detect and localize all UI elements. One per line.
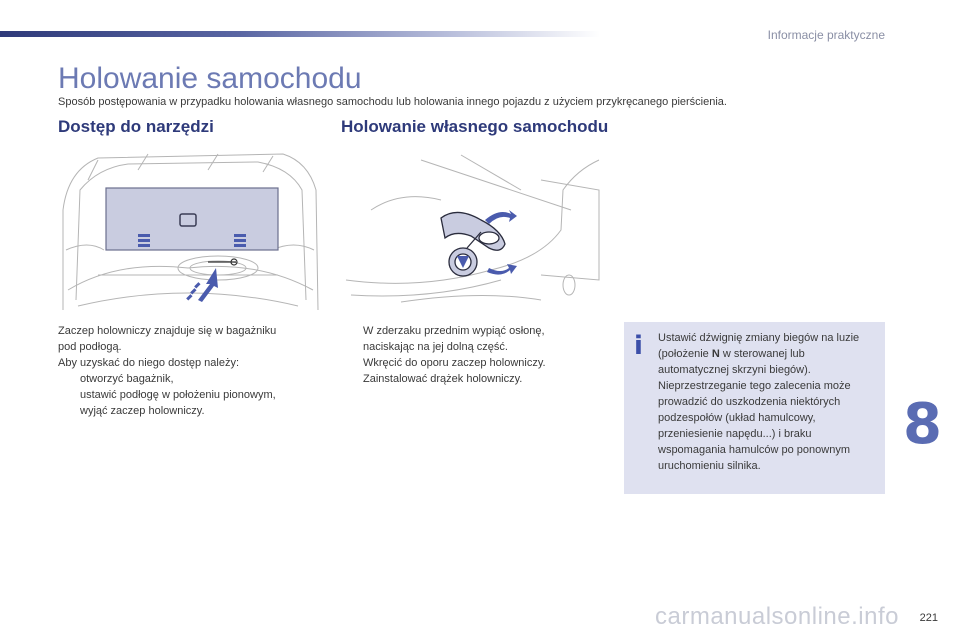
page-number: 221: [919, 612, 938, 624]
intro-line: pod podłogą.: [58, 341, 122, 353]
list-item: [341, 371, 591, 387]
list-item: [58, 403, 318, 419]
list-item-text: Zainstalować drążek holowniczy.: [363, 373, 523, 385]
info-icon: i: [634, 331, 643, 361]
watermark: carmanualsonline.info: [655, 603, 899, 630]
intro-line: Zaczep holowniczy znajduje się w bagażniku: [58, 325, 277, 337]
list-item-text: Wkręcić do oporu zaczep holowniczy.: [363, 357, 546, 369]
right-instructions: [341, 323, 591, 387]
list-item-text: W zderzaku przednim wypiąć osłonę, naciskając na jej dolną część.: [363, 325, 545, 353]
header-bar: [0, 31, 600, 37]
left-instructions: [58, 323, 318, 419]
section-name: Informacje praktyczne: [767, 28, 885, 42]
towing-eye-illustration: [341, 150, 601, 312]
list-item: [58, 371, 318, 387]
page-subtitle: Sposób postępowania w przypadku holowania własnego samochodu lub holowania innego pojazdu z użyciem przykręcanego pierścienia.: [58, 96, 727, 108]
info-text-part: Ustawić dźwignię zmiany biegów na luzie (położenie: [658, 332, 860, 360]
heading-tool-access: Dostęp do narzędzi: [58, 117, 214, 136]
chapter-number: 8: [903, 392, 942, 457]
page-title: Holowanie samochodu: [58, 62, 362, 95]
list-item-text: ustawić podłogę w położeniu pionowym,: [80, 389, 276, 401]
trunk-illustration: [58, 150, 320, 312]
intro-line: Aby uzyskać do niego dostęp należy:: [58, 357, 240, 369]
heading-towing-own-car: Holowanie własnego samochodu: [341, 117, 609, 136]
list-item: [341, 323, 591, 355]
list-item-text: wyjąć zaczep holowniczy.: [80, 405, 205, 417]
info-text-bold: N: [711, 348, 720, 360]
list-item: [58, 387, 318, 403]
list-item-text: otworzyć bagażnik,: [80, 373, 174, 385]
towing-eye-drawing: [341, 150, 601, 312]
info-text-part: w sterowanej lub automatycznej skrzyni biegów). Nieprzestrzeganie tego zalecenia może prowadzić do uszkodzenia niektórych podzespołów (układ hamulcowy, przeniesienie napędu...) i braku wspomagania hamulców po ponownym uruchomieniu silnika.: [658, 348, 851, 472]
info-box: [624, 322, 885, 494]
info-text: [658, 330, 878, 474]
trunk-drawing: [58, 150, 320, 312]
list-item: [341, 355, 591, 371]
